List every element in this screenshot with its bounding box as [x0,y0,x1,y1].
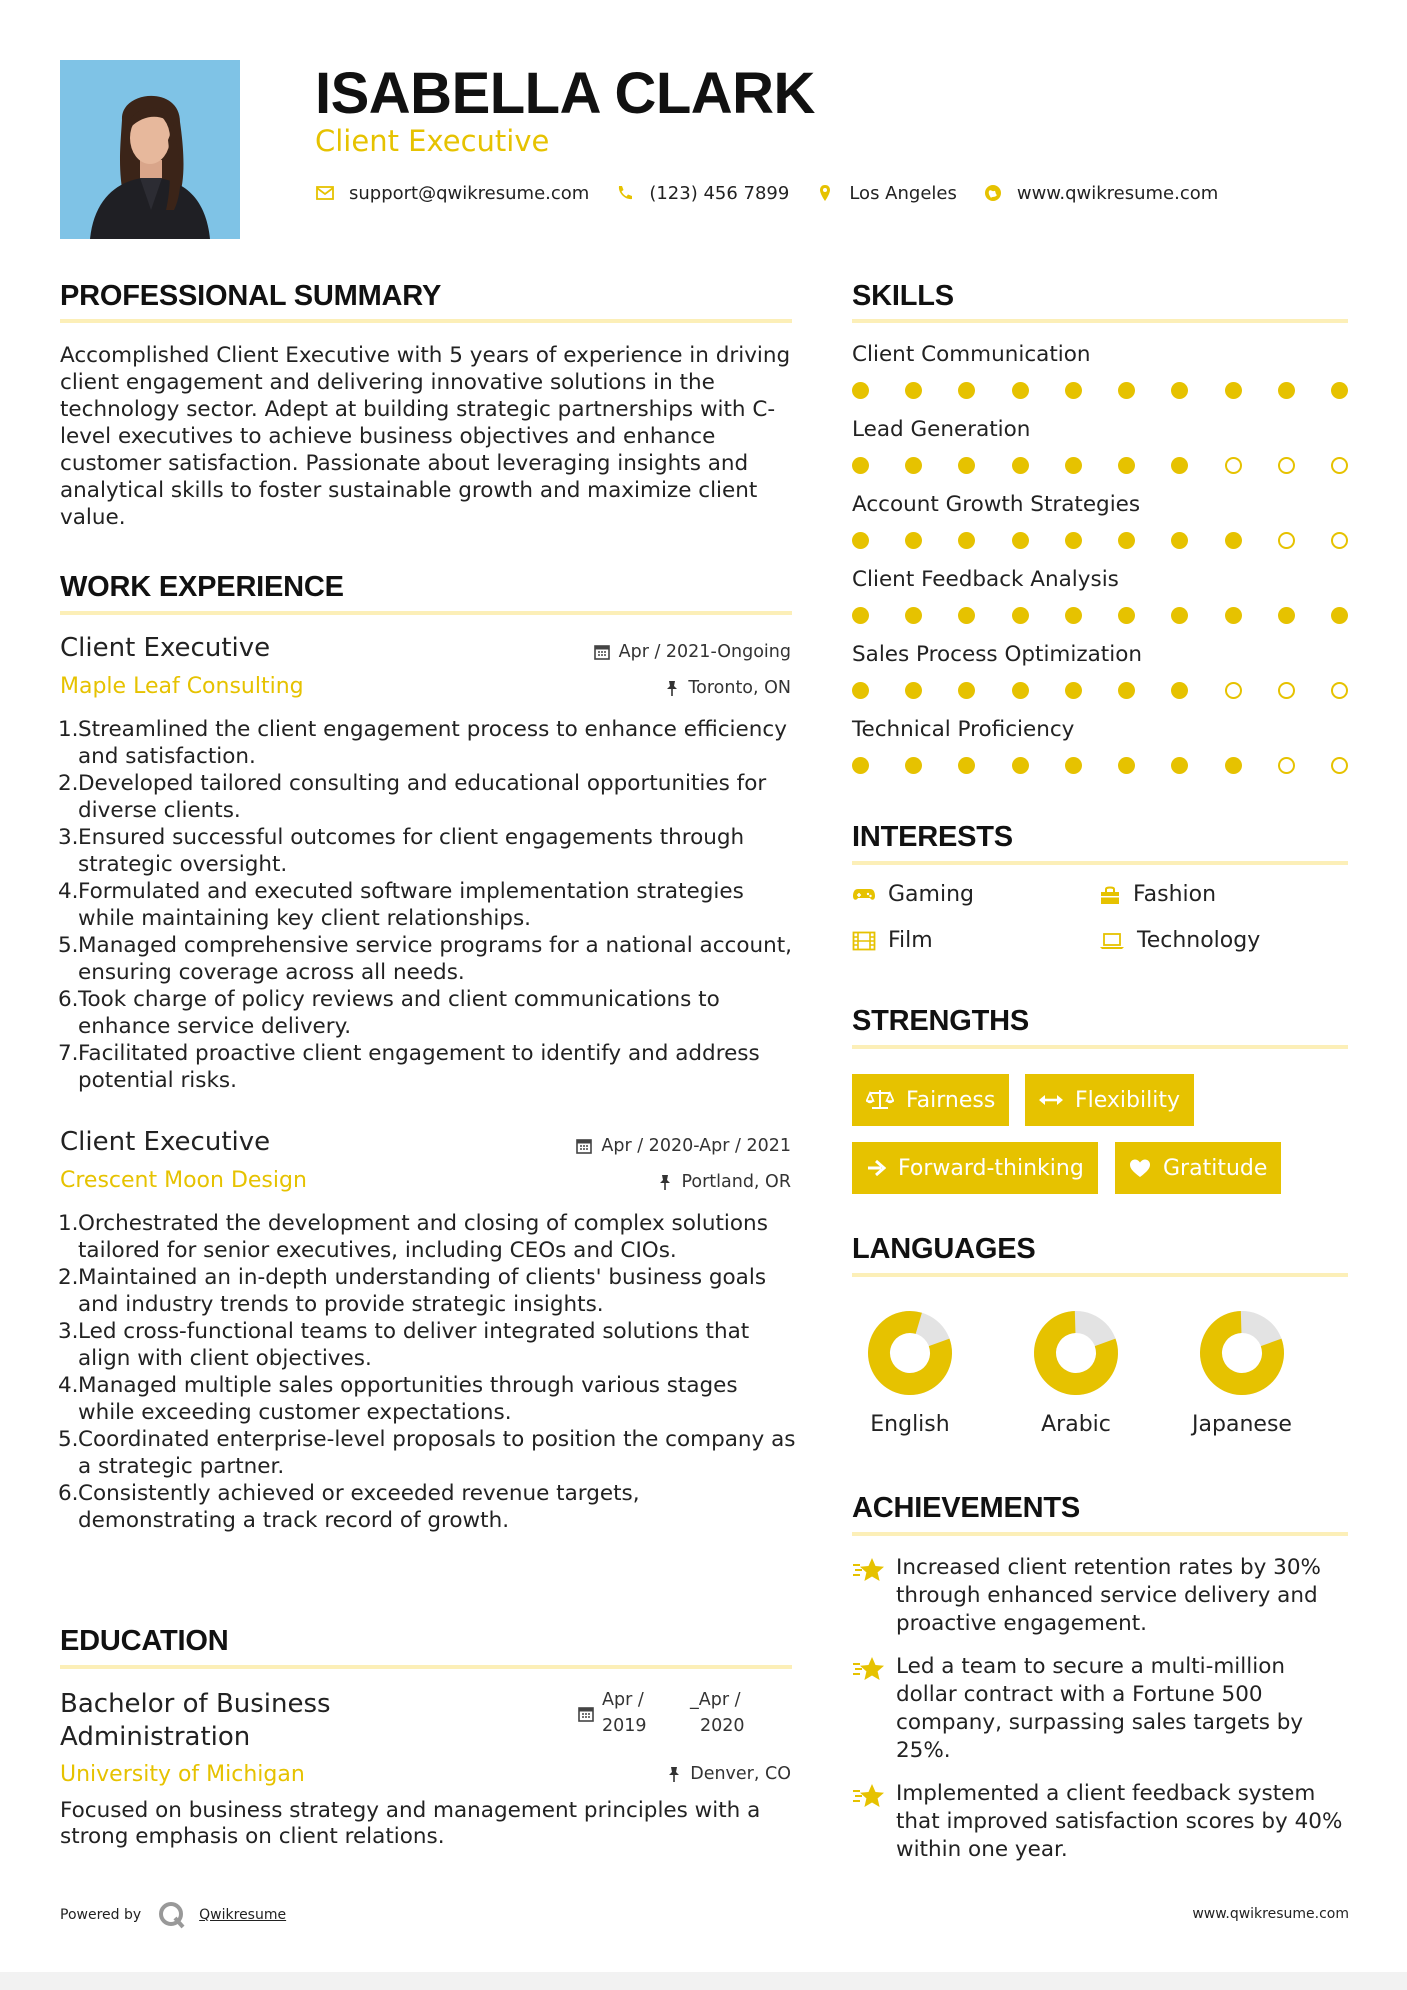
contact-website[interactable] [983,183,1218,204]
skill-dot-filled [1225,532,1242,549]
language-ring [867,1310,953,1396]
pushpin-icon [666,1765,682,1783]
language-label: Japanese [1192,1412,1292,1437]
skill-dot-filled [1331,382,1348,399]
achievements-divider [852,1532,1348,1536]
candidate-name: ISABELLA CLARK [315,61,815,126]
interest-item: Technology [1099,928,1260,953]
skill-dot-filled [1012,607,1029,624]
skill-dot-filled [1065,607,1082,624]
skill-dot-filled [1012,757,1029,774]
language-item [835,1310,985,1437]
skill-dot-filled [1065,757,1082,774]
star-icon [852,1782,886,1810]
skill-dot-filled [1012,682,1029,699]
skill-dot-filled [905,457,922,474]
job-bullets [58,716,798,1094]
skill-dot-filled [1171,607,1188,624]
language-ring [1199,1310,1285,1396]
skill-dot-filled [958,457,975,474]
job-location-text: Portland, OR [681,1172,791,1192]
skill-dot-filled [905,682,922,699]
skill-dot-filled [905,607,922,624]
skill-dot-filled [852,382,869,399]
skill-dot-empty [1225,682,1242,699]
language-item [1001,1310,1151,1437]
job-dates-text: Apr / 2021-Ongoing [618,642,791,662]
skill-rating [852,530,1348,550]
experience-heading: WORK EXPERIENCE [60,571,344,603]
interests-divider [852,861,1348,865]
skill-dot-empty [1278,532,1295,549]
phone-icon [615,183,635,203]
list-item: 5. Coordinated enterprise-level proposals to position the company as a strategic partner. [58,1427,796,1479]
education-degree: Bachelor of Business Administration [60,1689,331,1752]
job-title: Client Executive [60,1127,271,1157]
skill-dot-empty [1278,457,1295,474]
skill-dot-empty [1331,457,1348,474]
education-location [666,1764,791,1784]
language-item [1167,1310,1317,1437]
skill-dot-empty [1278,757,1295,774]
education-location-text: Denver, CO [690,1764,791,1784]
skill-dot-filled [1278,382,1295,399]
job-title: Client Executive [60,633,271,663]
language-label: English [870,1412,950,1437]
achievement-item: Implemented a client feedback system that improved satisfaction scores by 40% within one year. [852,1780,1352,1864]
list-item: 6. Took charge of policy reviews and client communications to enhance service delivery. [58,987,720,1039]
laptop-icon [1099,932,1125,950]
languages-heading: LANGUAGES [852,1233,1036,1265]
scale-icon [866,1088,894,1112]
strength-tag: Fairness [852,1074,1009,1126]
achievement-item: Increased client retention rates by 30% through enhanced service delivery and proactive engagement. [852,1554,1352,1638]
skill-dot-empty [1225,457,1242,474]
job-company: Crescent Moon Design [60,1168,307,1193]
bag-icon [1099,885,1121,905]
skill-dot-filled [958,532,975,549]
skill-dot-filled [1065,532,1082,549]
pushpin-icon [664,679,680,697]
film-icon [852,931,876,951]
skill-dot-filled [1278,607,1295,624]
skill-dot-filled [852,532,869,549]
job-dates [593,642,791,662]
strength-tag: Gratitude [1115,1142,1281,1194]
footer-powered-by: Powered by Qwikresume [60,1900,286,1930]
skill-dot-filled [958,682,975,699]
calendar-icon [575,1137,593,1155]
page-bottom-band [0,1972,1407,1990]
skill-dot-filled [1012,532,1029,549]
gamepad-icon [852,887,876,903]
list-item: 3. Ensured successful outcomes for client engagements through strategic oversight. [58,825,745,877]
strengths-divider [852,1045,1348,1049]
arrows-horizontal-icon [1039,1093,1063,1107]
job-dates [575,1136,791,1156]
skills-heading: SKILLS [852,280,954,312]
skill-dot-filled [1012,457,1029,474]
skill-dot-filled [905,382,922,399]
job-location-text: Toronto, ON [688,678,791,698]
interest-item: Gaming [852,882,974,907]
skill-dot-filled [905,757,922,774]
skill-name: Client Communication [852,342,1091,367]
footer-brand-link[interactable]: Qwikresume [199,1907,287,1923]
language-label: Arabic [1041,1412,1111,1437]
skill-dot-filled [958,382,975,399]
interests-heading: INTERESTS [852,821,1013,853]
profile-photo [60,60,240,239]
pushpin-icon [657,1173,673,1191]
skill-dot-filled [1171,757,1188,774]
skills-divider [852,319,1348,323]
skill-rating [852,605,1348,625]
list-item: 7. Facilitated proactive client engagement to identify and address potential risks. [58,1041,760,1093]
skill-dot-filled [958,607,975,624]
summary-divider [60,319,792,323]
heart-icon [1129,1158,1151,1178]
skill-rating [852,755,1348,775]
envelope-icon [315,183,335,203]
education-heading: EDUCATION [60,1625,229,1657]
list-item: 5. Managed comprehensive service programs for a national account, ensuring coverage across all needs. [58,933,793,985]
list-item: 4. Formulated and executed software implementation strategies while maintaining key client relationships. [58,879,744,931]
strength-tag: Flexibility [1025,1074,1194,1126]
location-text: Los Angeles [849,182,957,204]
star-icon [852,1655,886,1683]
job-bullets [58,1210,798,1534]
skill-dot-filled [1171,532,1188,549]
skill-dot-filled [958,757,975,774]
skill-dot-filled [1118,757,1135,774]
achievement-item: Led a team to secure a multi-million dollar contract with a Fortune 500 company, surpassing sales targets by 25%. [852,1653,1352,1765]
education-start-date: Apr / 2019 [602,1690,647,1736]
skill-name: Technical Proficiency [852,717,1075,742]
list-item: 2. Developed tailored consulting and educational opportunities for diverse clients. [58,771,767,823]
website-text: www.qwikresume.com [1016,182,1219,204]
skill-name: Account Growth Strategies [852,492,1141,517]
skill-dot-empty [1331,682,1348,699]
skill-dot-filled [1065,382,1082,399]
list-item: 1. Orchestrated the development and closing of complex solutions tailored for senior executives, including CEOs and CIOs. [58,1211,768,1263]
skill-dot-filled [1118,682,1135,699]
experience-divider [60,611,792,615]
education-school: University of Michigan [60,1762,305,1787]
email-text: support@qwikresume.com [349,182,590,204]
strengths-heading: STRENGTHS [852,1005,1030,1037]
skill-dot-filled [852,607,869,624]
list-item: 3. Led cross-functional teams to deliver integrated solutions that align with client objectives. [58,1319,750,1371]
skill-rating [852,455,1348,475]
skill-dot-filled [1225,607,1242,624]
contact-phone[interactable] [615,183,789,204]
contact-email[interactable] [315,183,589,204]
skill-dot-filled [1118,457,1135,474]
job-location [664,678,791,698]
skill-dot-filled [1065,682,1082,699]
summary-text: Accomplished Client Executive with 5 years of experience in driving client engagement and delivering innovative solutions in the technology sector. Adept at building strategic partnerships with C-level executives to achieve business objectives and enhance customer satisfaction. Passionate about leveraging insights and analytical skills to foster sustainable growth and maximize client value. [60,343,791,530]
education-end-date: _Apr / 2020 [690,1690,745,1736]
skill-dot-filled [1118,382,1135,399]
skill-dot-empty [1331,532,1348,549]
skill-name: Sales Process Optimization [852,642,1142,667]
skill-dot-filled [1065,457,1082,474]
skill-dot-filled [905,532,922,549]
skill-dot-filled [852,682,869,699]
skill-dot-empty [1278,682,1295,699]
calendar-icon [593,643,611,661]
education-description: Focused on business strategy and management principles with a strong emphasis on client relations. [60,1798,761,1849]
language-ring [1033,1310,1119,1396]
list-item: 6. Consistently achieved or exceeded revenue targets, demonstrating a track record of growth. [58,1481,640,1533]
skill-dot-filled [1171,382,1188,399]
skill-rating [852,380,1348,400]
job-location [657,1172,791,1192]
skill-rating [852,680,1348,700]
skill-dot-filled [1225,382,1242,399]
skill-name: Client Feedback Analysis [852,567,1119,592]
skill-dot-filled [852,457,869,474]
summary-heading: PROFESSIONAL SUMMARY [60,280,442,312]
star-icon [852,1556,886,1584]
skill-dot-filled [1331,607,1348,624]
skill-dot-filled [1225,757,1242,774]
map-pin-icon [815,183,835,203]
job-dates-text: Apr / 2020-Apr / 2021 [601,1136,791,1156]
contact-bar [315,178,1244,208]
skill-dot-filled [1118,607,1135,624]
list-item: 1. Streamlined the client engagement process to enhance efficiency and satisfaction. [58,717,787,769]
skill-dot-filled [1171,682,1188,699]
education-divider [60,1665,792,1669]
phone-text: (123) 456 7899 [649,182,790,204]
calendar-icon [577,1705,595,1723]
skill-dot-filled [1012,382,1029,399]
globe-icon [983,183,1003,203]
strength-tag: Forward-thinking [852,1142,1098,1194]
list-item: 4. Managed multiple sales opportunities through various stages while exceeding customer expectations. [58,1373,738,1425]
skill-dot-filled [1171,457,1188,474]
languages-divider [852,1273,1348,1277]
interest-item: Fashion [1099,882,1216,907]
list-item: 2. Maintained an in-depth understanding of clients' business goals and industry trends to provide strategic insights. [58,1265,767,1317]
qwikresume-logo-icon [157,1900,187,1930]
job-company: Maple Leaf Consulting [60,674,304,699]
contact-location [815,183,957,204]
arrow-right-icon [866,1159,886,1177]
skill-dot-empty [1331,757,1348,774]
skill-dot-filled [852,757,869,774]
interest-item: Film [852,928,933,953]
skill-dot-filled [1118,532,1135,549]
skill-name: Lead Generation [852,417,1031,442]
candidate-title: Client Executive [315,124,550,158]
achievements-heading: ACHIEVEMENTS [852,1492,1081,1524]
footer-website[interactable]: www.qwikresume.com [1192,1906,1349,1922]
